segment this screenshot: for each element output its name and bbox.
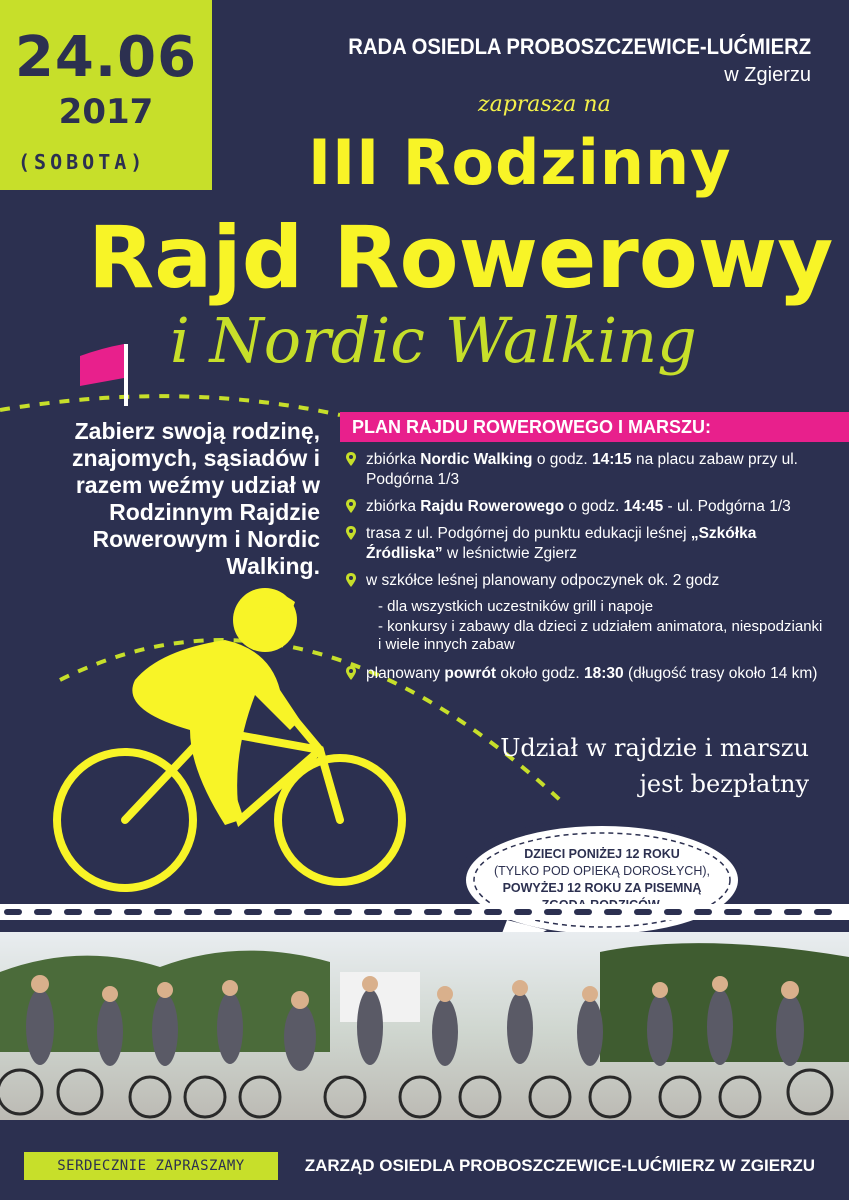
plan-item: zbiórka Nordic Walking o godz. 14:15 na placu zabaw przy ul. Podgórna 1/3: [344, 450, 824, 490]
location-pin-icon: [346, 499, 356, 513]
plan-item: zbiórka Rajdu Rowerowego o godz. 14:45 - ul. Podgórna 1/3: [344, 497, 824, 517]
location-pin-icon: [346, 452, 356, 466]
flag-icon: [78, 340, 138, 410]
plan-subitem: - konkursy i zabawy dla dzieci z udziałem animatora, niespodzianki i wiele innych zabaw: [378, 618, 823, 653]
group-photo: [0, 932, 849, 1132]
plan-item: w szkółce leśnej planowany odpoczynek ok. 2 godz: [344, 571, 824, 591]
footer-invitation: SERDECZNIE ZAPRASZAMY: [24, 1152, 278, 1180]
plan-item-return: planowany powrót około godz. 18:30 (długość trasy około 14 km): [344, 664, 824, 684]
organizer-name: RADA OSIEDLA PROBOSZCZEWICE-LUĆMIERZ: [348, 34, 811, 59]
event-year: 2017: [58, 92, 154, 132]
plan-list: [344, 450, 824, 691]
title-line-2: Rajd Rowerowy: [88, 208, 834, 308]
cyclist-silhouette: [40, 580, 410, 900]
footer-signature: ZARZĄD OSIEDLA PROBOSZCZEWICE-LUĆMIERZ W ZGIERZU: [304, 1156, 815, 1175]
organizer-place: w Zgierzu: [724, 64, 811, 86]
plan-subitem: - dla wszystkich uczestników grill i napoje: [378, 598, 654, 615]
free-entry-note: Udział w rajdzie i marszu jest bezpłatny: [500, 734, 809, 798]
location-pin-icon: [346, 526, 356, 540]
date-box: [0, 0, 212, 190]
notice-text: DZIECI PONIŻEJ 12 ROKU (TYLKO POD OPIEKĄ DOROSŁYCH), POWYŻEJ 12 ROKU ZA PISEMNĄ: [493, 847, 710, 895]
event-date: 24.06: [14, 25, 198, 90]
intro-text: Zabierz swoją rodzinę, znajomych, sąsiadów i razem weźmy udział w Rodzinnym Rajdzie Rowerowym i Nordic Walking.: [72, 418, 320, 579]
title-line-3: i Nordic Walking: [170, 304, 697, 377]
plan-header: PLAN RAJDU ROWEROWEGO I MARSZU:: [340, 412, 849, 442]
title-line-1: III Rodzinny: [308, 126, 732, 199]
plan-item: trasa z ul. Podgórnej do punktu edukacji leśnej „Szkółka Źródliska” w leśnictwie Zgierz: [344, 524, 824, 564]
invites-text: zaprasza na: [478, 92, 611, 117]
bike-chain: [0, 898, 849, 928]
event-weekday: (SOBOTA): [18, 150, 147, 174]
